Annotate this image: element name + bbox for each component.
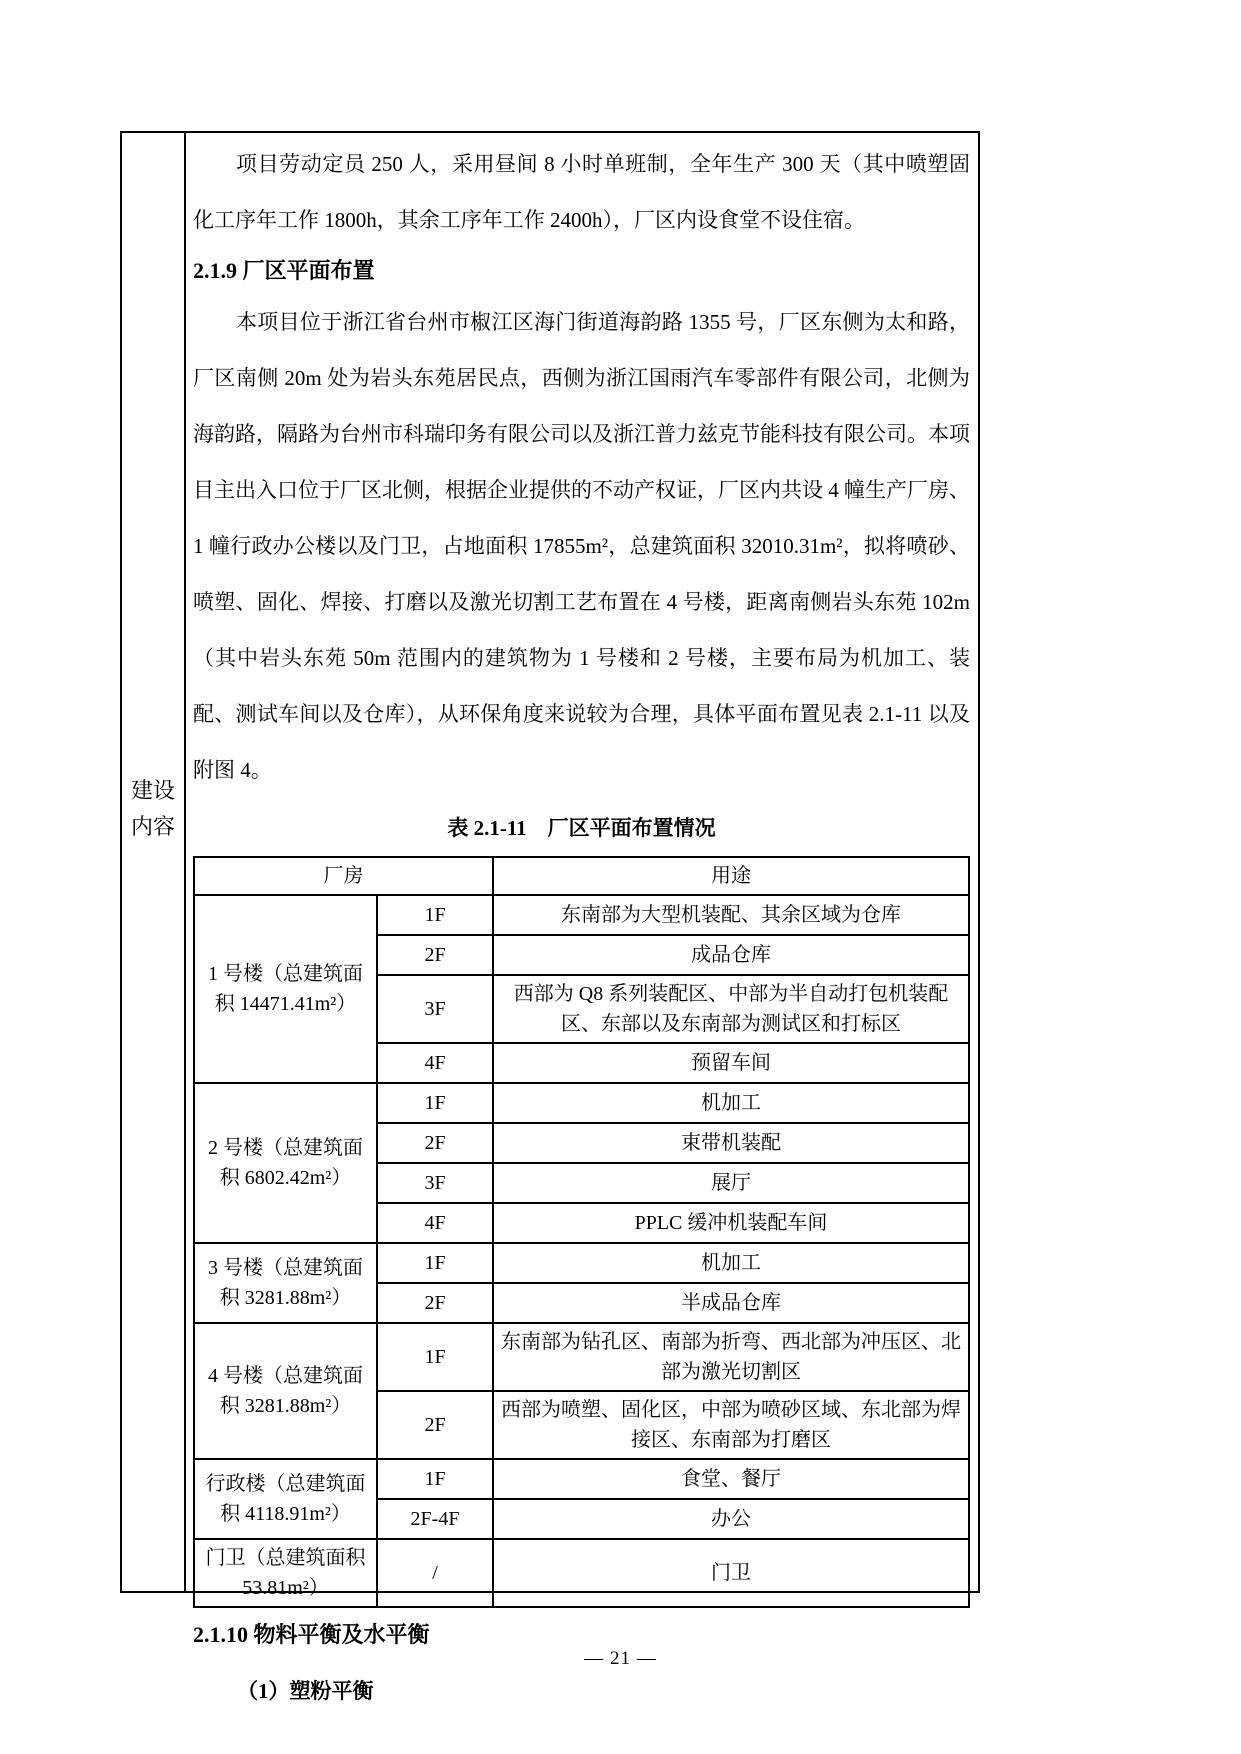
table-row [194,1323,969,1391]
usage-cell: PPLC 缓冲机装配车间 [493,1203,969,1243]
floor-cell: 2F [377,935,493,975]
table-row [194,895,969,935]
table-row [194,1083,969,1123]
floor-cell: 2F [377,1123,493,1163]
usage-cell: 食堂、餐厅 [493,1459,969,1499]
floor-cell: 4F [377,1203,493,1243]
usage-cell: 束带机装配 [493,1123,969,1163]
report-form-frame [120,131,980,1703]
usage-cell: 机加工 [493,1083,969,1123]
building-cell: 1 号楼（总建筑面积 14471.41m²） [194,895,377,1083]
section-label-line1: 建设 [130,778,175,803]
floor-cell: 4F [377,1043,493,1083]
usage-cell: 东南部为钻孔区、南部为折弯、西北部为冲压区、北部为激光切割区 [493,1323,969,1391]
section-label-line2: 内容 [130,814,175,839]
paragraph-site-layout: 本项目位于浙江省台州市椒江区海门街道海韵路 1355 号，厂区东侧为太和路，厂区南侧 20m 处为岩头东苑居民点，西侧为浙江国雨汽车零部件有限公司，北侧为海韵路，隔路为台州市科瑞印务有限公司以及浙江普力兹克节能科技有限公司。本项目主出入口位于厂区北侧，根据企业提供的不动产权证，厂区内共设 4 幢生产厂房、1 幢行政办公楼以及门卫，占地面积 17855m²，总建筑面积 32010.31m²，拟将喷砂、喷塑、固化、焊接、打磨以及激光切割工艺布置在 4 号楼，距离南侧岩头东苑 102m（其中岩头东苑 50m 范围内的建筑物为 1 号楼和 2 号楼，主要布局为机加工、装配、测试车间以及仓库），从环保角度来说较为合理，具体平面布置见表 2.1-11 以及附图 4。 [193,310,970,782]
floor-cell: 3F [377,1163,493,1203]
table-title: 表 2.1-11 厂区平面布置情况 [447,816,716,840]
usage-cell: 东南部为大型机装配、其余区域为仓库 [493,895,969,935]
table-header-row [194,857,969,895]
paragraph-staffing: 项目劳动定员 250 人，采用昼间 8 小时单班制，全年生产 300 天（其中喷塑固化工序年工作 1800h，其余工序年工作 2400h），厂区内设食堂不设住宿。 [193,152,970,232]
floor-cell: 1F [377,895,493,935]
building-cell: 门卫（总建筑面积 53.81m²） [194,1539,377,1607]
floor-cell: 3F [377,975,493,1043]
header-building: 厂房 [194,857,493,895]
usage-cell: 预留车间 [493,1043,969,1083]
table-row [194,1243,969,1283]
floor-cell: 1F [377,1243,493,1283]
section-label-cell [122,133,186,1591]
usage-cell: 西部为喷塑、固化区，中部为喷砂区域、东北部为焊接区、东南部为打磨区 [493,1391,969,1459]
usage-cell: 门卫 [493,1539,969,1607]
section-label [122,773,184,845]
usage-cell: 机加工 [493,1243,969,1283]
floor-cell: 1F [377,1323,493,1391]
table-row [194,1539,969,1607]
floor-cell: / [377,1539,493,1607]
building-cell: 4 号楼（总建筑面积 3281.88m²） [194,1323,377,1459]
table-row [194,1459,969,1499]
plant-layout-table [193,856,970,1608]
sub-heading-powder-balance: （1）塑粉平衡 [237,1679,374,1703]
page-number: — 21 — [584,1648,657,1669]
section-content-cell [186,133,978,1703]
usage-cell: 西部为 Q8 系列装配区、中部为半自动打包机装配区、东部以及东南部为测试区和打标区 [493,975,969,1043]
heading-2-1-9: 2.1.9 厂区平面布置 [193,258,375,283]
usage-cell: 半成品仓库 [493,1283,969,1323]
header-usage: 用途 [493,857,969,895]
building-cell: 3 号楼（总建筑面积 3281.88m²） [194,1243,377,1323]
building-cell: 2 号楼（总建筑面积 6802.42m²） [194,1083,377,1243]
floor-cell: 2F [377,1283,493,1323]
usage-cell: 展厅 [493,1163,969,1203]
heading-2-1-10: 2.1.10 物料平衡及水平衡 [193,1622,430,1647]
building-cell: 行政楼（总建筑面积 4118.91m²） [194,1459,377,1539]
floor-cell: 1F [377,1083,493,1123]
usage-cell: 成品仓库 [493,935,969,975]
floor-cell: 2F [377,1391,493,1459]
usage-cell: 办公 [493,1499,969,1539]
floor-cell: 2F-4F [377,1499,493,1539]
floor-cell: 1F [377,1459,493,1499]
